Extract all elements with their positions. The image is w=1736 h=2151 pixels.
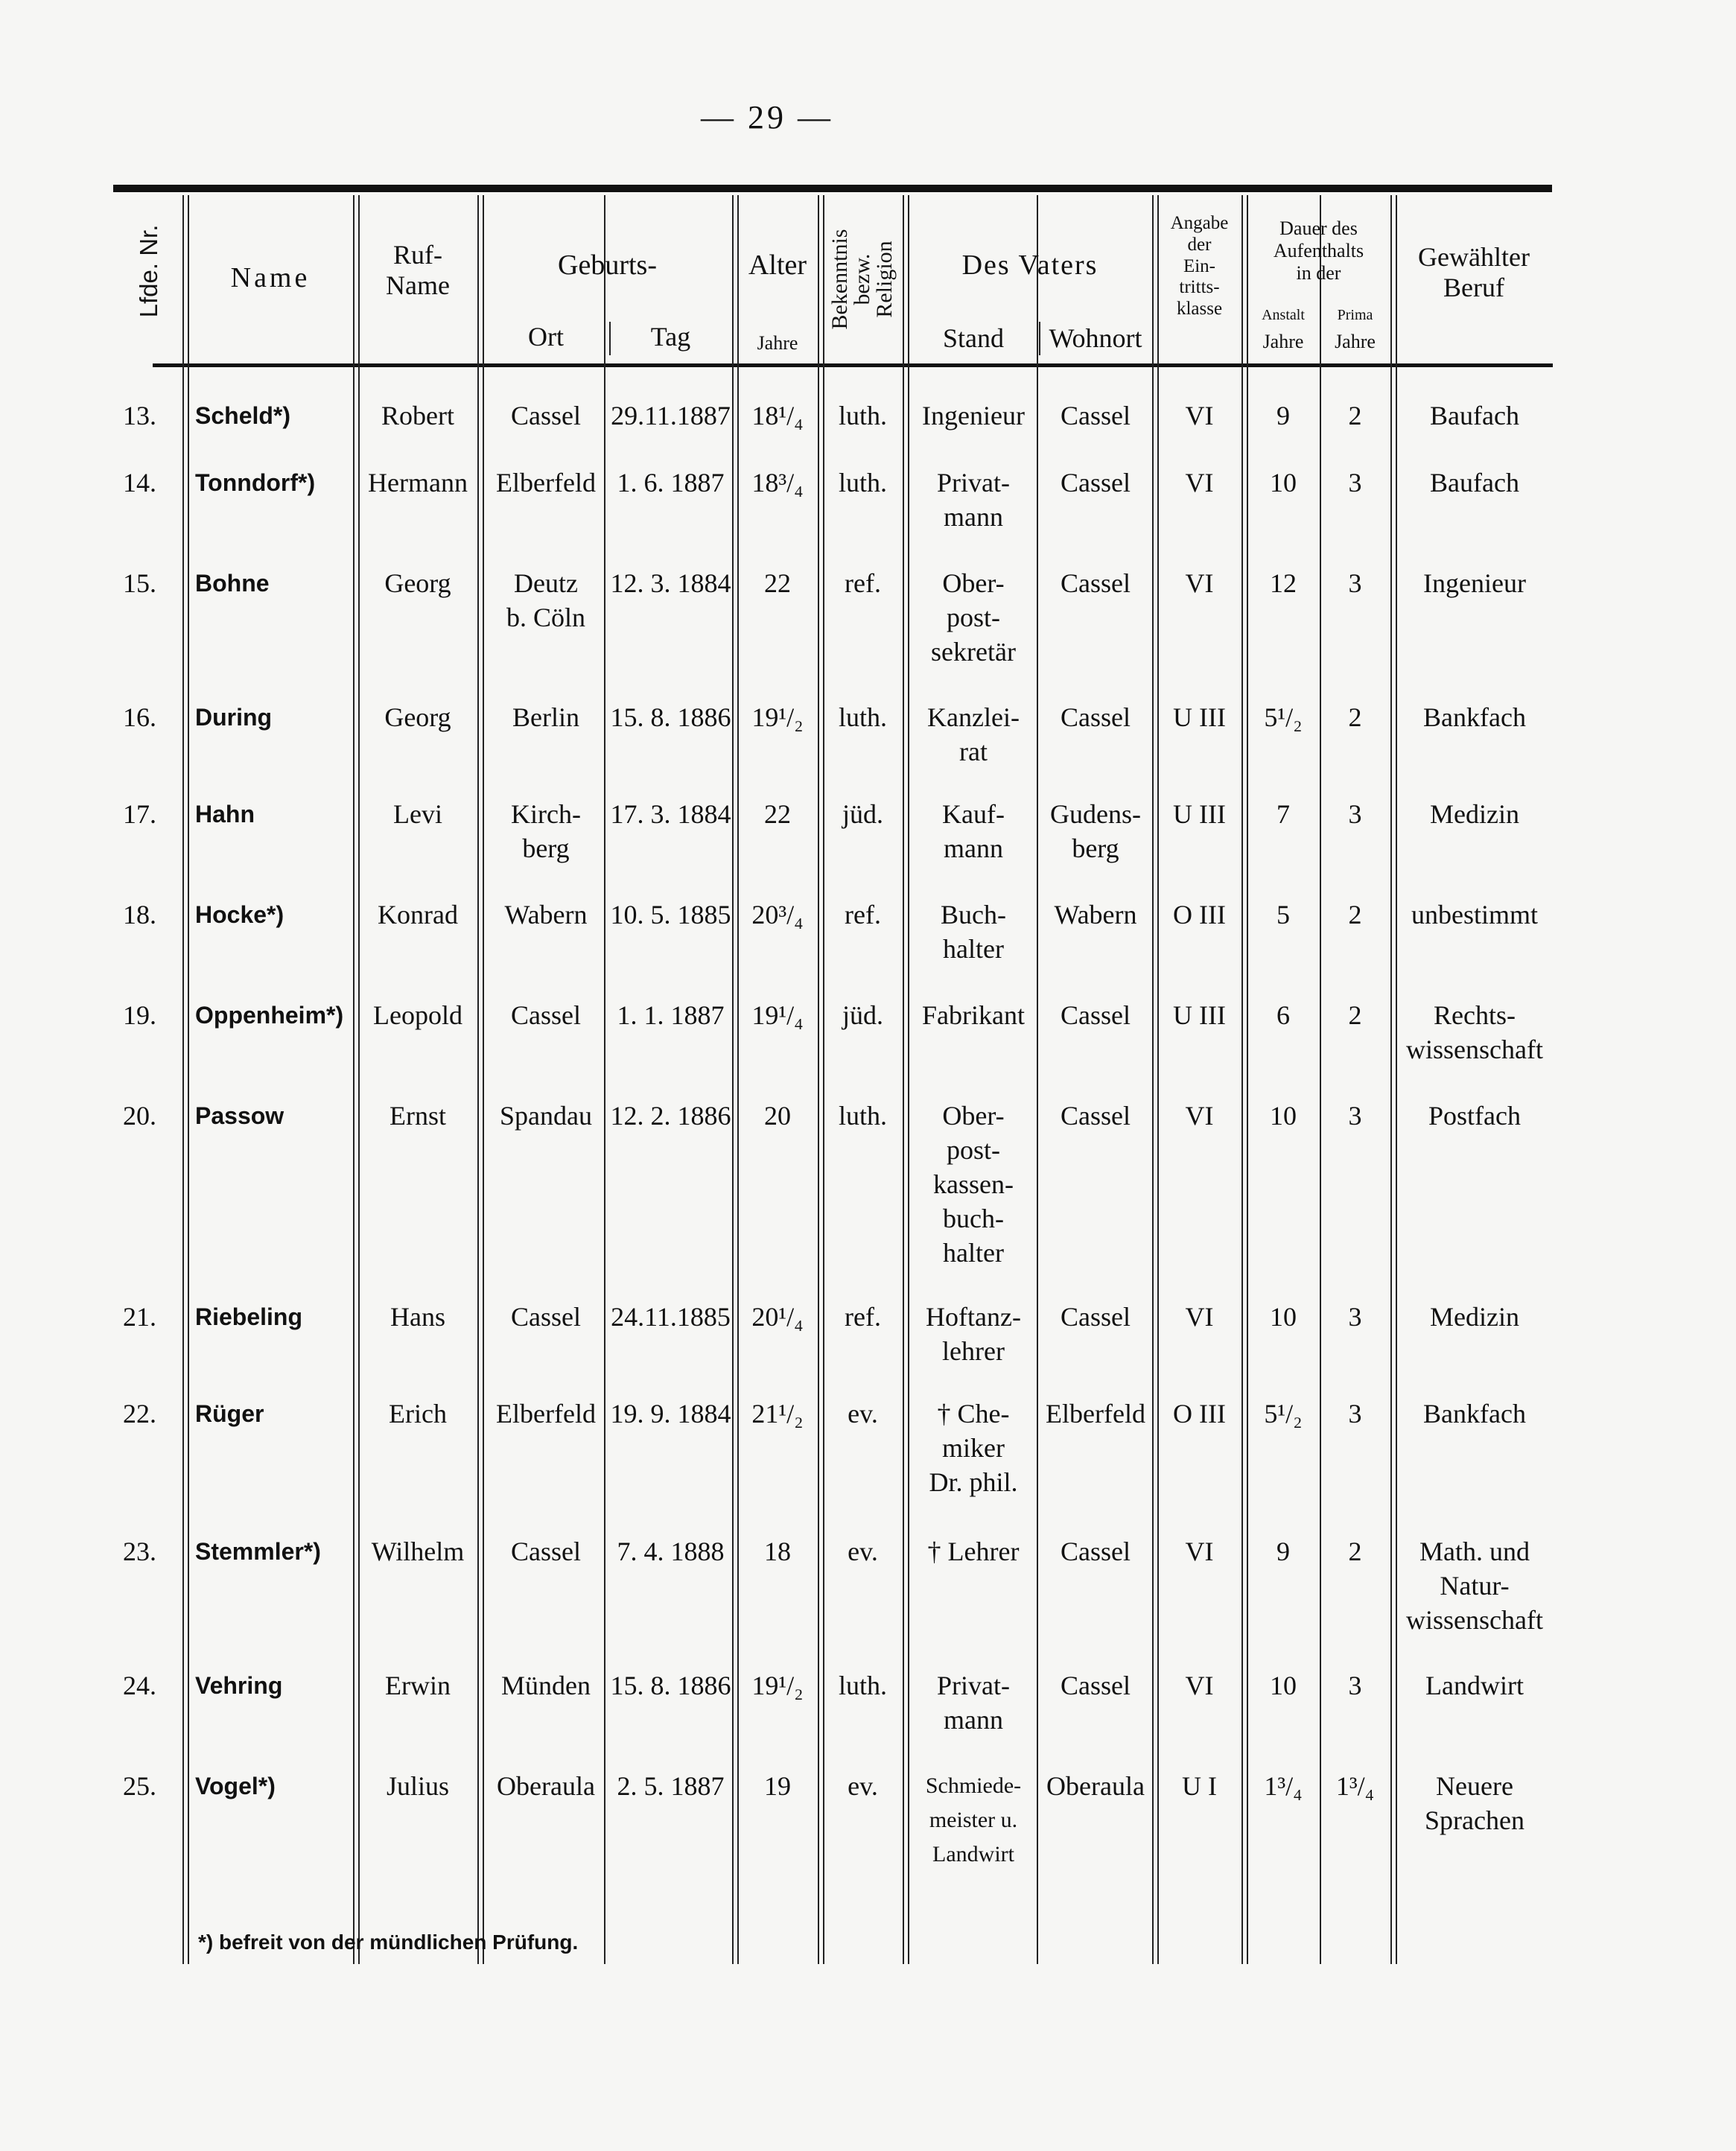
cell-stand: Hoftanz- lehrer xyxy=(926,1302,1021,1366)
cell-rel: ref. xyxy=(845,568,881,598)
header-tag: Tag xyxy=(650,322,691,352)
cell-alter: 20 xyxy=(764,1101,791,1131)
cell-wohnort: Wabern xyxy=(1054,900,1137,930)
cell-prima: 2 xyxy=(1348,900,1362,930)
cell-stand: Schmiede- meister u. Landwirt xyxy=(925,1773,1022,1866)
cell-beruf: Ingenieur xyxy=(1423,568,1526,598)
cell-klasse: VI xyxy=(1185,468,1214,498)
cell-alter: 21¹/₂ xyxy=(751,1399,804,1429)
cell-wohnort: Cassel xyxy=(1061,1537,1131,1566)
cell-prima: 3 xyxy=(1348,1671,1362,1700)
cell-prima: 2 xyxy=(1348,1537,1362,1566)
cell-ort: Elberfeld xyxy=(496,468,596,498)
header-anstalt-unit: Jahre xyxy=(1262,331,1304,352)
cell-rufname: Georg xyxy=(384,702,451,732)
cell-anstalt: 12 xyxy=(1270,568,1297,598)
cell-anstalt: 10 xyxy=(1270,1671,1297,1700)
cell-prima: 3 xyxy=(1348,468,1362,498)
header-wohnort: Wohnort xyxy=(1049,323,1142,353)
cell-nr: 23. xyxy=(123,1537,156,1566)
cell-stand: Kanzlei- rat xyxy=(927,702,1020,766)
cell-klasse: VI xyxy=(1185,1101,1214,1131)
cell-name: Bohne xyxy=(195,570,270,597)
header-stand: Stand xyxy=(942,323,1004,353)
cell-stand: † Lehrer xyxy=(927,1537,1020,1566)
cell-beruf: Medizin xyxy=(1430,1302,1519,1332)
cell-beruf: Bankfach xyxy=(1423,1399,1526,1429)
header-prima-unit: Jahre xyxy=(1335,331,1376,352)
cell-alter: 19 xyxy=(764,1771,791,1801)
cell-rufname: Levi xyxy=(393,799,442,829)
cell-beruf: Baufach xyxy=(1430,401,1519,430)
column-divider xyxy=(1152,195,1154,1964)
cell-stand: Ober- post- kassen- buch- halter xyxy=(933,1101,1014,1268)
cell-rufname: Wilhelm xyxy=(371,1537,465,1566)
cell-nr: 18. xyxy=(123,900,156,930)
cell-alter: 20¹/₄ xyxy=(751,1302,804,1332)
cell-wohnort: Oberaula xyxy=(1046,1771,1145,1801)
cell-tag: 24.11.1885 xyxy=(611,1302,731,1332)
cell-name: Tonndorf*) xyxy=(195,469,316,496)
cell-alter: 18¹/₄ xyxy=(751,401,804,430)
cell-wohnort: Cassel xyxy=(1061,1671,1131,1700)
header-alter: Alter xyxy=(748,250,807,281)
cell-alter: 20³/₄ xyxy=(751,900,804,930)
header-des-vaters: Des Vaters xyxy=(961,250,1098,281)
header-beruf: Gewählter Beruf xyxy=(1418,242,1530,303)
cell-rufname: Robert xyxy=(381,401,454,430)
cell-anstalt: 6 xyxy=(1276,1000,1290,1030)
column-divider xyxy=(903,195,904,1964)
cell-ort: Münden xyxy=(501,1671,591,1700)
cell-anstalt: 10 xyxy=(1270,1101,1297,1131)
cell-prima: 3 xyxy=(1348,1302,1362,1332)
cell-rel: ref. xyxy=(845,900,881,930)
cell-rel: luth. xyxy=(838,468,887,498)
header-prima: Prima xyxy=(1337,307,1373,323)
cell-beruf: Rechts- wissenschaft xyxy=(1406,1000,1543,1064)
cell-ort: Oberaula xyxy=(497,1771,595,1801)
cell-name: Vehring xyxy=(195,1672,283,1699)
cell-beruf: Landwirt xyxy=(1425,1671,1524,1700)
cell-name: Riebeling xyxy=(195,1303,303,1330)
cell-stand: Buch- halter xyxy=(941,900,1006,964)
header-geburts: Geburts- xyxy=(558,250,657,281)
cell-ort: Spandau xyxy=(500,1101,592,1131)
cell-prima: 3 xyxy=(1348,1399,1362,1429)
cell-tag: 29.11.1887 xyxy=(611,401,731,430)
table-header-rule xyxy=(153,363,1553,367)
cell-rufname: Georg xyxy=(384,568,451,598)
header-angabe: Angabe der Ein- tritts- klasse xyxy=(1170,213,1229,319)
cell-stand: Privat- mann xyxy=(937,1671,1010,1735)
cell-stand: Privat- mann xyxy=(937,468,1010,532)
cell-rel: luth. xyxy=(838,702,887,732)
cell-ort: Cassel xyxy=(511,401,581,430)
cell-anstalt: 7 xyxy=(1276,799,1290,829)
header-bekenntnis: Bekenntnis bezw. Religion xyxy=(827,229,897,330)
cell-rel: ev. xyxy=(848,1771,878,1801)
cell-beruf: unbestimmt xyxy=(1411,900,1538,930)
cell-wohnort: Cassel xyxy=(1061,401,1131,430)
cell-beruf: Neuere Sprachen xyxy=(1425,1771,1524,1835)
cell-stand: Fabrikant xyxy=(922,1000,1025,1030)
cell-tag: 7. 4. 1888 xyxy=(617,1537,725,1566)
cell-stand: Ober- post- sekretär xyxy=(931,568,1016,667)
cell-tag: 2. 5. 1887 xyxy=(617,1771,725,1801)
cell-wohnort: Elberfeld xyxy=(1046,1399,1145,1429)
cell-name: Passow xyxy=(195,1102,284,1129)
header-alter-unit: Jahre xyxy=(757,332,798,354)
cell-ort: Kirch- berg xyxy=(511,799,581,863)
header-ruf-name: Ruf- Name xyxy=(386,240,450,301)
cell-rufname: Julius xyxy=(386,1771,450,1801)
header-ort: Ort xyxy=(528,322,564,352)
cell-anstalt: 5 xyxy=(1276,900,1290,930)
cell-klasse: O III xyxy=(1173,900,1226,930)
cell-prima: 3 xyxy=(1348,799,1362,829)
cell-ort: Wabern xyxy=(504,900,588,930)
cell-beruf: Math. und Natur- wissenschaft xyxy=(1406,1537,1543,1635)
cell-name: Hocke*) xyxy=(195,901,284,928)
cell-tag: 15. 8. 1886 xyxy=(610,702,731,732)
cell-klasse: U I xyxy=(1182,1771,1217,1801)
cell-rel: jüd. xyxy=(842,1000,883,1030)
cell-rel: ev. xyxy=(848,1537,878,1566)
cell-tag: 12. 2. 1886 xyxy=(610,1101,731,1131)
cell-nr: 15. xyxy=(123,568,156,598)
cell-wohnort: Cassel xyxy=(1061,1101,1131,1131)
cell-wohnort: Cassel xyxy=(1061,1302,1131,1332)
cell-nr: 25. xyxy=(123,1771,156,1801)
cell-tag: 10. 5. 1885 xyxy=(610,900,731,930)
cell-rel: luth. xyxy=(838,1671,887,1700)
cell-rel: ev. xyxy=(848,1399,878,1429)
cell-ort: Berlin xyxy=(512,702,579,732)
cell-stand: † Che- miker Dr. phil. xyxy=(929,1399,1018,1497)
cell-ort: Deutz b. Cöln xyxy=(506,568,585,632)
cell-prima: 2 xyxy=(1348,401,1362,430)
cell-rel: luth. xyxy=(838,401,887,430)
cell-prima: 1³/₄ xyxy=(1335,1771,1375,1801)
cell-klasse: VI xyxy=(1185,1671,1214,1700)
cell-anstalt: 9 xyxy=(1276,1537,1290,1566)
column-divider xyxy=(188,195,189,1964)
cell-tag: 17. 3. 1884 xyxy=(610,799,731,829)
cell-name: Vogel*) xyxy=(195,1773,276,1799)
cell-rel: luth. xyxy=(838,1101,887,1131)
cell-name: During xyxy=(195,704,273,731)
header-anstalt: Anstalt xyxy=(1262,307,1305,323)
cell-nr: 22. xyxy=(123,1399,156,1429)
cell-stand: Ingenieur xyxy=(922,401,1025,430)
cell-name: Hahn xyxy=(195,801,255,827)
header-name: Name xyxy=(230,262,311,293)
cell-alter: 19¹/₄ xyxy=(751,1000,804,1030)
column-divider xyxy=(477,195,479,1964)
cell-tag: 15. 8. 1886 xyxy=(610,1671,731,1700)
cell-prima: 3 xyxy=(1348,568,1362,598)
cell-rel: jüd. xyxy=(842,799,883,829)
cell-alter: 22 xyxy=(764,799,791,829)
cell-prima: 3 xyxy=(1348,1101,1362,1131)
cell-ort: Cassel xyxy=(511,1537,581,1566)
cell-klasse: U III xyxy=(1173,799,1226,829)
cell-nr: 17. xyxy=(123,799,156,829)
cell-wohnort: Gudens- berg xyxy=(1050,799,1141,863)
cell-nr: 16. xyxy=(123,702,156,732)
cell-ort: Cassel xyxy=(511,1000,581,1030)
cell-nr: 14. xyxy=(123,468,156,498)
cell-alter: 18³/₄ xyxy=(751,468,804,498)
cell-tag: 1. 6. 1887 xyxy=(617,468,725,498)
cell-alter: 19¹/₂ xyxy=(751,702,804,732)
cell-ort: Elberfeld xyxy=(496,1399,596,1429)
column-divider xyxy=(818,195,819,1964)
cell-anstalt: 1³/₄ xyxy=(1264,1771,1303,1801)
cell-alter: 22 xyxy=(764,568,791,598)
cell-nr: 24. xyxy=(123,1671,156,1700)
column-divider xyxy=(1390,195,1392,1964)
cell-rel: ref. xyxy=(845,1302,881,1332)
cell-beruf: Postfach xyxy=(1428,1101,1521,1131)
cell-rufname: Hermann xyxy=(368,468,468,498)
header-lfd-nr: Lfde. Nr. xyxy=(135,224,163,318)
cell-anstalt: 10 xyxy=(1270,468,1297,498)
cell-alter: 18 xyxy=(764,1537,791,1566)
cell-nr: 13. xyxy=(123,401,156,430)
cell-tag: 1. 1. 1887 xyxy=(617,1000,725,1030)
column-divider xyxy=(1241,195,1243,1964)
cell-klasse: VI xyxy=(1185,401,1214,430)
cell-klasse: U III xyxy=(1173,702,1226,732)
table-top-rule xyxy=(113,185,1552,192)
cell-wohnort: Cassel xyxy=(1061,468,1131,498)
cell-rufname: Hans xyxy=(390,1302,445,1332)
cell-klasse: O III xyxy=(1173,1399,1226,1429)
cell-tag: 12. 3. 1884 xyxy=(610,568,731,598)
cell-nr: 21. xyxy=(123,1302,156,1332)
cell-anstalt: 9 xyxy=(1276,401,1290,430)
cell-rufname: Ernst xyxy=(390,1101,446,1131)
cell-alter: 19¹/₂ xyxy=(751,1671,804,1700)
column-divider xyxy=(732,195,734,1964)
cell-prima: 2 xyxy=(1348,1000,1362,1030)
cell-name: Scheld*) xyxy=(195,402,291,429)
cell-nr: 19. xyxy=(123,1000,156,1030)
cell-beruf: Baufach xyxy=(1430,468,1519,498)
cell-prima: 2 xyxy=(1348,702,1362,732)
column-divider xyxy=(182,195,184,1964)
cell-wohnort: Cassel xyxy=(1061,1000,1131,1030)
cell-rufname: Leopold xyxy=(373,1000,462,1030)
cell-klasse: VI xyxy=(1185,1537,1214,1566)
page-number: — 29 — xyxy=(701,99,833,136)
cell-anstalt: 10 xyxy=(1270,1302,1297,1332)
cell-klasse: VI xyxy=(1185,1302,1214,1332)
cell-klasse: VI xyxy=(1185,568,1214,598)
cell-klasse: U III xyxy=(1173,1000,1226,1030)
cell-wohnort: Cassel xyxy=(1061,702,1131,732)
cell-ort: Cassel xyxy=(511,1302,581,1332)
cell-anstalt: 5¹/₂ xyxy=(1264,702,1303,732)
cell-rufname: Erwin xyxy=(385,1671,451,1700)
cell-beruf: Medizin xyxy=(1430,799,1519,829)
cell-name: Rüger xyxy=(195,1400,264,1427)
cell-beruf: Bankfach xyxy=(1423,702,1526,732)
cell-rufname: Erich xyxy=(389,1399,447,1429)
cell-name: Stemmler*) xyxy=(195,1538,321,1565)
cell-rufname: Konrad xyxy=(378,900,458,930)
cell-tag: 19. 9. 1884 xyxy=(610,1399,731,1429)
cell-wohnort: Cassel xyxy=(1061,568,1131,598)
cell-anstalt: 5¹/₂ xyxy=(1264,1399,1303,1429)
footnote: *) befreit von der mündlichen Prüfung. xyxy=(198,1931,579,1954)
header-dauer: Dauer des Aufenthalts in der xyxy=(1273,217,1364,284)
cell-name: Oppenheim*) xyxy=(195,1002,344,1029)
cell-stand: Kauf- mann xyxy=(942,799,1005,863)
cell-nr: 20. xyxy=(123,1101,156,1131)
